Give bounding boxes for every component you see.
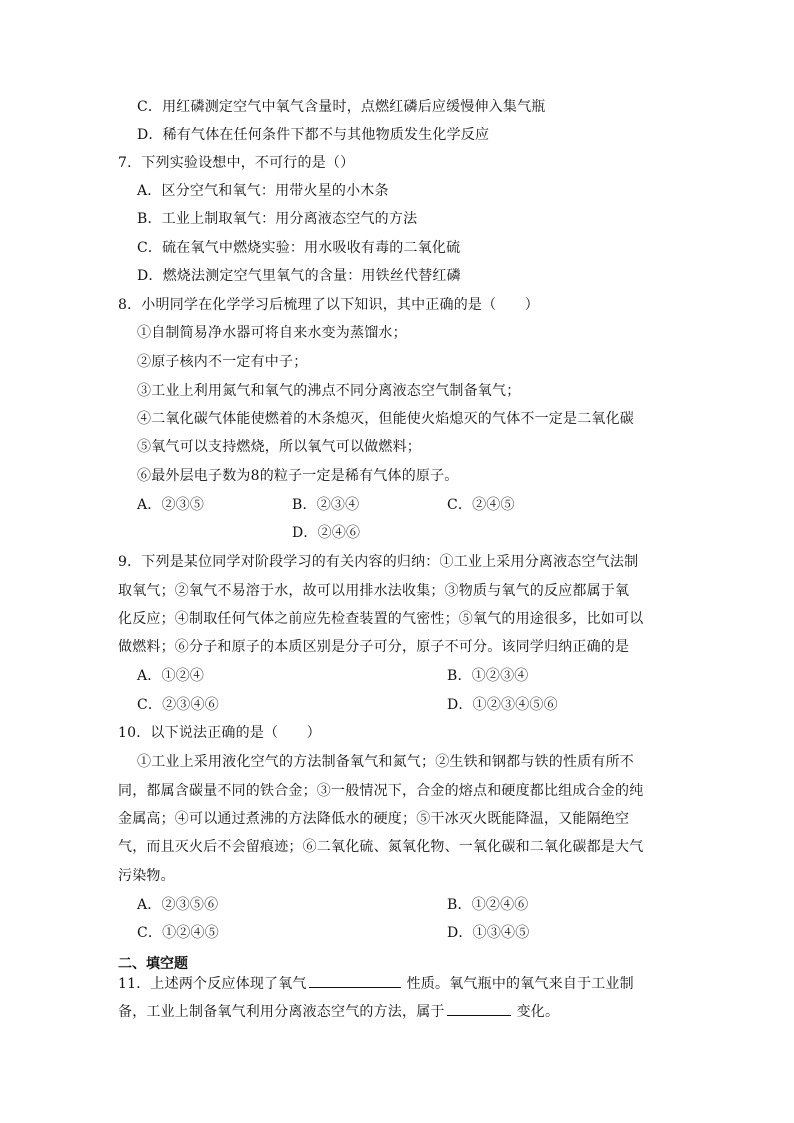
q7-stem: 7．下列实验设想中，不可行的是（） (118, 155, 355, 171)
q10-line-4: 气，而且灭火后不会留痕迹；⑥二氧化硫、氮氧化物、一氧化碳和二氧化碳都是大气 (118, 839, 644, 855)
q11-line-2 (118, 1001, 559, 1022)
q11-blank-1[interactable] (309, 973, 401, 988)
q11-text-2b: 变化。 (516, 1004, 560, 1020)
q9-line-3: 化反应；④制取任何气体之前应先检查装置的气密性；⑤氧气的用途很多，比如可以 (118, 611, 644, 627)
q6-option-d: D．稀有气体在任何条件下都不与其他物质发生化学反应 (137, 127, 490, 143)
q10-stem: 10．以下说法正确的是（ ） (118, 725, 321, 741)
q8-item-6: ⑥最外层电子数为8的粒子一定是稀有气体的原子。 (137, 468, 459, 484)
q7-option-d: D．燃烧法测定空气里氧气的含量：用铁丝代替红磷 (137, 268, 461, 284)
q9-line-2: 取氧气；②氧气不易溶于水，故可以用排水法收集；③物质与氧气的反应都属于氧 (118, 583, 630, 599)
q10-line-2: 同，都属含碳量不同的铁合金；③一般情况下，合金的熔点和硬度都比组成合金的纯 (118, 783, 644, 799)
q8-option-a: A．②③⑤ (137, 497, 205, 513)
q6-option-c: C．用红磷测定空气中氧气含量时，点燃红磷后应缓慢伸入集气瓶 (137, 99, 546, 115)
q8-stem: 8．小明同学在化学学习后梳理了以下知识，其中正确的是（ ） (118, 297, 539, 313)
q8-option-b: B．②③④ (292, 497, 360, 513)
q10-option-b: B．①②④⑥ (447, 897, 529, 913)
q8-item-2: ②原子核内不一定有中子； (137, 354, 308, 370)
q8-item-1: ①自制简易净水器可将自来水变为蒸馏水； (137, 325, 407, 341)
q10-option-c: C．①②④⑤ (137, 925, 219, 941)
q9-line-1: 9．下列是某位同学对阶段学习的有关内容的归纳：①工业上采用分离液态空气法制 (118, 554, 639, 570)
q9-line-4: 做燃料；⑥分子和原子的本质区别是分子可分，原子不可分。该同学归纳正确的是 (118, 639, 630, 655)
q10-option-d: D．①③④⑤ (447, 925, 530, 941)
q9-option-c: C．②③④⑥ (137, 697, 219, 713)
q9-option-d: D．①②③④⑤⑥ (447, 697, 558, 713)
q10-line-1: ①工业上采用液化空气的方法制备氧气和氮气；②生铁和钢都与铁的性质有所不 (137, 754, 634, 770)
q8-item-3: ③工业上利用氮气和氧气的沸点不同分离液态空气制备氧气； (137, 383, 521, 399)
q7-option-b: B．工业上制取氧气：用分离液态空气的方法 (137, 211, 418, 227)
q7-option-a: A．区分空气和氧气：用带火星的小木条 (137, 183, 389, 199)
q10-line-5: 污染物。 (118, 868, 175, 884)
q8-item-5: ⑤氧气可以支持燃烧，所以氧气可以做燃料； (137, 439, 421, 455)
q11-line-1 (118, 973, 634, 994)
q9-option-a: A．①②④ (137, 668, 205, 684)
q9-option-b: B．①②③④ (447, 668, 529, 684)
q8-option-c: C．②④⑤ (447, 497, 515, 513)
q11-blank-2[interactable] (447, 1001, 511, 1016)
section-title: 二、填空题 (118, 956, 188, 972)
q8-option-d: D．②④⑥ (292, 525, 361, 541)
q11-text-1b: 性质。氧气瓶中的氧气来自于工业制 (406, 976, 634, 992)
q10-option-a: A．②③⑤⑥ (137, 897, 219, 913)
q11-text-1a: 11．上述两个反应体现了氧气 (118, 976, 307, 992)
q8-item-4: ④二氧化碳气体能使燃着的木条熄灭，但能使火焰熄灭的气体不一定是二氧化碳 (137, 411, 634, 427)
q11-text-2a: 备，工业上制备氧气利用分离液态空气的方法，属于 (118, 1004, 445, 1020)
q10-line-3: 金属高；④可以通过煮沸的方法降低水的硬度；⑤干冰灭火既能降温，又能隔绝空 (118, 811, 630, 827)
q7-option-c: C．硫在氧气中燃烧实验：用水吸收有毒的二氧化硫 (137, 240, 461, 256)
